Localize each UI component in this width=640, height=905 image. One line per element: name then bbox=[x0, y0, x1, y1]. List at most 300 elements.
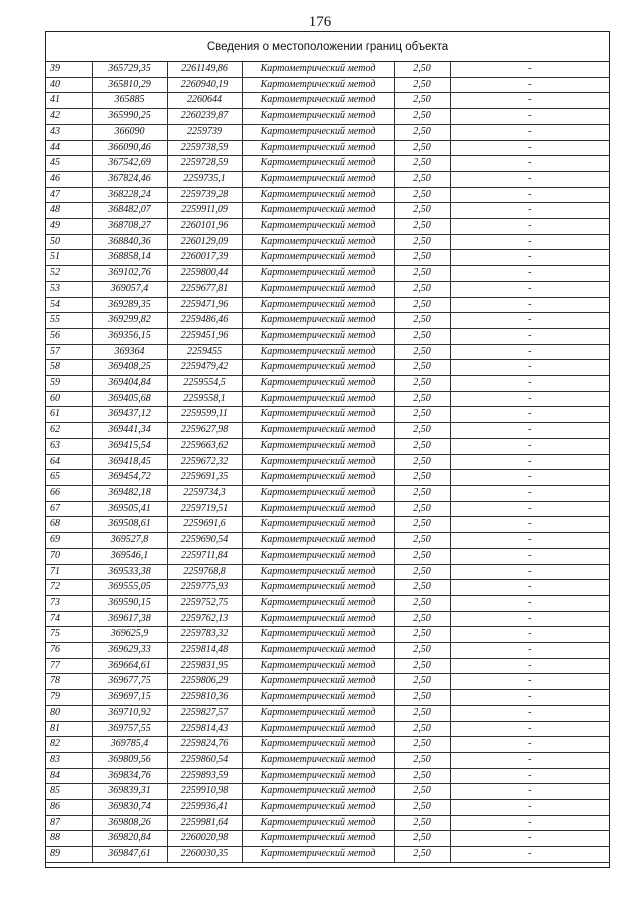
y-coordinate-cell: 2259455 bbox=[167, 344, 242, 360]
x-coordinate-cell: 366090 bbox=[92, 124, 167, 140]
table-row bbox=[46, 800, 609, 816]
accuracy-cell: 2,50 bbox=[394, 109, 450, 125]
table-row bbox=[46, 140, 609, 156]
accuracy-cell: 2,50 bbox=[394, 658, 450, 674]
y-coordinate-cell: 2259451,96 bbox=[167, 328, 242, 344]
method-cell: Картометрический метод bbox=[242, 187, 394, 203]
description-cell: - bbox=[450, 737, 609, 753]
y-coordinate-cell: 2259831,95 bbox=[167, 658, 242, 674]
accuracy-cell: 2,50 bbox=[394, 800, 450, 816]
point-number-cell: 48 bbox=[46, 203, 92, 219]
table-row bbox=[46, 376, 609, 392]
point-number-cell: 61 bbox=[46, 407, 92, 423]
description-cell: - bbox=[450, 595, 609, 611]
y-coordinate-cell: 2259739 bbox=[167, 124, 242, 140]
accuracy-cell: 2,50 bbox=[394, 219, 450, 235]
accuracy-cell: 2,50 bbox=[394, 674, 450, 690]
point-number-cell: 49 bbox=[46, 219, 92, 235]
y-coordinate-cell: 2259677,81 bbox=[167, 281, 242, 297]
table-row bbox=[46, 721, 609, 737]
table-row bbox=[46, 391, 609, 407]
method-cell: Картометрический метод bbox=[242, 93, 394, 109]
table-row bbox=[46, 847, 609, 863]
accuracy-cell: 2,50 bbox=[394, 768, 450, 784]
table-row bbox=[46, 234, 609, 250]
point-number-cell: 89 bbox=[46, 847, 92, 863]
y-coordinate-cell: 2260101,96 bbox=[167, 219, 242, 235]
point-number-cell: 60 bbox=[46, 391, 92, 407]
point-number-cell: 56 bbox=[46, 328, 92, 344]
description-cell: - bbox=[450, 564, 609, 580]
method-cell: Картометрический метод bbox=[242, 533, 394, 549]
description-cell: - bbox=[450, 768, 609, 784]
accuracy-cell: 2,50 bbox=[394, 234, 450, 250]
accuracy-cell: 2,50 bbox=[394, 77, 450, 93]
x-coordinate-cell: 369482,18 bbox=[92, 485, 167, 501]
table-row bbox=[46, 611, 609, 627]
description-cell: - bbox=[450, 140, 609, 156]
accuracy-cell: 2,50 bbox=[394, 548, 450, 564]
point-number-cell: 73 bbox=[46, 595, 92, 611]
description-cell: - bbox=[450, 674, 609, 690]
table-row bbox=[46, 423, 609, 439]
accuracy-cell: 2,50 bbox=[394, 313, 450, 329]
accuracy-cell: 2,50 bbox=[394, 705, 450, 721]
table-row bbox=[46, 674, 609, 690]
description-cell: - bbox=[450, 234, 609, 250]
description-cell: - bbox=[450, 93, 609, 109]
accuracy-cell: 2,50 bbox=[394, 580, 450, 596]
point-number-cell: 39 bbox=[46, 62, 92, 77]
method-cell: Картометрический метод bbox=[242, 847, 394, 863]
accuracy-cell: 2,50 bbox=[394, 485, 450, 501]
x-coordinate-cell: 369102,76 bbox=[92, 266, 167, 282]
point-number-cell: 50 bbox=[46, 234, 92, 250]
x-coordinate-cell: 369757,55 bbox=[92, 721, 167, 737]
point-number-cell: 88 bbox=[46, 831, 92, 847]
y-coordinate-cell: 2259728,59 bbox=[167, 156, 242, 172]
method-cell: Картометрический метод bbox=[242, 721, 394, 737]
x-coordinate-cell: 369847,61 bbox=[92, 847, 167, 863]
accuracy-cell: 2,50 bbox=[394, 391, 450, 407]
description-cell: - bbox=[450, 721, 609, 737]
method-cell: Картометрический метод bbox=[242, 391, 394, 407]
point-number-cell: 85 bbox=[46, 784, 92, 800]
point-number-cell: 47 bbox=[46, 187, 92, 203]
description-cell: - bbox=[450, 705, 609, 721]
method-cell: Картометрический метод bbox=[242, 548, 394, 564]
method-cell: Картометрический метод bbox=[242, 297, 394, 313]
method-cell: Картометрический метод bbox=[242, 580, 394, 596]
description-cell: - bbox=[450, 454, 609, 470]
method-cell: Картометрический метод bbox=[242, 595, 394, 611]
point-number-cell: 59 bbox=[46, 376, 92, 392]
y-coordinate-cell: 2259691,6 bbox=[167, 517, 242, 533]
y-coordinate-cell: 2259711,84 bbox=[167, 548, 242, 564]
accuracy-cell: 2,50 bbox=[394, 611, 450, 627]
method-cell: Картометрический метод bbox=[242, 501, 394, 517]
accuracy-cell: 2,50 bbox=[394, 124, 450, 140]
method-cell: Картометрический метод bbox=[242, 800, 394, 816]
y-coordinate-cell: 2259814,48 bbox=[167, 643, 242, 659]
x-coordinate-cell: 369808,26 bbox=[92, 815, 167, 831]
point-number-cell: 86 bbox=[46, 800, 92, 816]
accuracy-cell: 2,50 bbox=[394, 187, 450, 203]
table-row bbox=[46, 297, 609, 313]
y-coordinate-cell: 2259911,09 bbox=[167, 203, 242, 219]
accuracy-cell: 2,50 bbox=[394, 564, 450, 580]
table-row bbox=[46, 77, 609, 93]
point-number-cell: 76 bbox=[46, 643, 92, 659]
x-coordinate-cell: 369364 bbox=[92, 344, 167, 360]
point-number-cell: 71 bbox=[46, 564, 92, 580]
description-cell: - bbox=[450, 485, 609, 501]
method-cell: Картометрический метод bbox=[242, 423, 394, 439]
method-cell: Картометрический метод bbox=[242, 266, 394, 282]
table-row bbox=[46, 705, 609, 721]
description-cell: - bbox=[450, 407, 609, 423]
point-number-cell: 67 bbox=[46, 501, 92, 517]
description-cell: - bbox=[450, 438, 609, 454]
description-cell: - bbox=[450, 501, 609, 517]
table-row bbox=[46, 690, 609, 706]
description-cell: - bbox=[450, 313, 609, 329]
table-row bbox=[46, 580, 609, 596]
y-coordinate-cell: 2259486,46 bbox=[167, 313, 242, 329]
point-number-cell: 87 bbox=[46, 815, 92, 831]
x-coordinate-cell: 368858,14 bbox=[92, 250, 167, 266]
description-cell: - bbox=[450, 376, 609, 392]
accuracy-cell: 2,50 bbox=[394, 470, 450, 486]
accuracy-cell: 2,50 bbox=[394, 140, 450, 156]
description-cell: - bbox=[450, 124, 609, 140]
description-cell: - bbox=[450, 156, 609, 172]
method-cell: Картометрический метод bbox=[242, 407, 394, 423]
point-number-cell: 52 bbox=[46, 266, 92, 282]
method-cell: Картометрический метод bbox=[242, 768, 394, 784]
description-cell: - bbox=[450, 470, 609, 486]
y-coordinate-cell: 2259806,29 bbox=[167, 674, 242, 690]
table-row bbox=[46, 831, 609, 847]
x-coordinate-cell: 368708,27 bbox=[92, 219, 167, 235]
y-coordinate-cell: 2259810,36 bbox=[167, 690, 242, 706]
description-cell: - bbox=[450, 517, 609, 533]
description-cell: - bbox=[450, 690, 609, 706]
description-cell: - bbox=[450, 611, 609, 627]
y-coordinate-cell: 2259860,54 bbox=[167, 752, 242, 768]
description-cell: - bbox=[450, 627, 609, 643]
method-cell: Картометрический метод bbox=[242, 156, 394, 172]
x-coordinate-cell: 369625,9 bbox=[92, 627, 167, 643]
y-coordinate-cell: 2259981,64 bbox=[167, 815, 242, 831]
method-cell: Картометрический метод bbox=[242, 376, 394, 392]
description-cell: - bbox=[450, 62, 609, 77]
table-row bbox=[46, 203, 609, 219]
description-cell: - bbox=[450, 77, 609, 93]
method-cell: Картометрический метод bbox=[242, 77, 394, 93]
method-cell: Картометрический метод bbox=[242, 815, 394, 831]
point-number-cell: 42 bbox=[46, 109, 92, 125]
point-number-cell: 45 bbox=[46, 156, 92, 172]
table-row bbox=[46, 548, 609, 564]
page-number: 176 bbox=[308, 14, 332, 30]
x-coordinate-cell: 369839,31 bbox=[92, 784, 167, 800]
table-row bbox=[46, 815, 609, 831]
description-cell: - bbox=[450, 297, 609, 313]
point-number-cell: 44 bbox=[46, 140, 92, 156]
point-number-cell: 72 bbox=[46, 580, 92, 596]
table-row bbox=[46, 438, 609, 454]
point-number-cell: 55 bbox=[46, 313, 92, 329]
y-coordinate-cell: 2259690,54 bbox=[167, 533, 242, 549]
method-cell: Картометрический метод bbox=[242, 564, 394, 580]
accuracy-cell: 2,50 bbox=[394, 281, 450, 297]
method-cell: Картометрический метод bbox=[242, 831, 394, 847]
x-coordinate-cell: 369710,92 bbox=[92, 705, 167, 721]
section-title: Сведения о местоположении границ объекта bbox=[46, 32, 609, 62]
point-number-cell: 77 bbox=[46, 658, 92, 674]
accuracy-cell: 2,50 bbox=[394, 328, 450, 344]
table-row bbox=[46, 627, 609, 643]
accuracy-cell: 2,50 bbox=[394, 344, 450, 360]
table-row bbox=[46, 784, 609, 800]
table-row bbox=[46, 171, 609, 187]
accuracy-cell: 2,50 bbox=[394, 815, 450, 831]
x-coordinate-cell: 369408,25 bbox=[92, 360, 167, 376]
accuracy-cell: 2,50 bbox=[394, 627, 450, 643]
table-row bbox=[46, 109, 609, 125]
description-cell: - bbox=[450, 266, 609, 282]
y-coordinate-cell: 2260129,09 bbox=[167, 234, 242, 250]
point-number-cell: 51 bbox=[46, 250, 92, 266]
x-coordinate-cell: 366090,46 bbox=[92, 140, 167, 156]
point-number-cell: 66 bbox=[46, 485, 92, 501]
table-row bbox=[46, 328, 609, 344]
point-number-cell: 54 bbox=[46, 297, 92, 313]
method-cell: Картометрический метод bbox=[242, 313, 394, 329]
y-coordinate-cell: 2259558,1 bbox=[167, 391, 242, 407]
x-coordinate-cell: 369809,56 bbox=[92, 752, 167, 768]
y-coordinate-cell: 2260020,98 bbox=[167, 831, 242, 847]
x-coordinate-cell: 369415,54 bbox=[92, 438, 167, 454]
method-cell: Картометрический метод bbox=[242, 140, 394, 156]
x-coordinate-cell: 369405,68 bbox=[92, 391, 167, 407]
description-cell: - bbox=[450, 171, 609, 187]
point-number-cell: 68 bbox=[46, 517, 92, 533]
method-cell: Картометрический метод bbox=[242, 124, 394, 140]
y-coordinate-cell: 2259827,57 bbox=[167, 705, 242, 721]
x-coordinate-cell: 369441,34 bbox=[92, 423, 167, 439]
y-coordinate-cell: 2259739,28 bbox=[167, 187, 242, 203]
description-cell: - bbox=[450, 533, 609, 549]
method-cell: Картометрический метод bbox=[242, 517, 394, 533]
point-number-cell: 58 bbox=[46, 360, 92, 376]
table-row bbox=[46, 564, 609, 580]
description-cell: - bbox=[450, 784, 609, 800]
y-coordinate-cell: 2260940,19 bbox=[167, 77, 242, 93]
accuracy-cell: 2,50 bbox=[394, 62, 450, 77]
x-coordinate-cell: 369617,38 bbox=[92, 611, 167, 627]
point-number-cell: 40 bbox=[46, 77, 92, 93]
y-coordinate-cell: 2259471,96 bbox=[167, 297, 242, 313]
description-cell: - bbox=[450, 800, 609, 816]
point-number-cell: 64 bbox=[46, 454, 92, 470]
point-number-cell: 69 bbox=[46, 533, 92, 549]
description-cell: - bbox=[450, 344, 609, 360]
x-coordinate-cell: 367824,46 bbox=[92, 171, 167, 187]
y-coordinate-cell: 2261149,86 bbox=[167, 62, 242, 77]
method-cell: Картометрический метод bbox=[242, 674, 394, 690]
accuracy-cell: 2,50 bbox=[394, 533, 450, 549]
method-cell: Картометрический метод bbox=[242, 109, 394, 125]
x-coordinate-cell: 369437,12 bbox=[92, 407, 167, 423]
document-frame bbox=[45, 31, 610, 868]
x-coordinate-cell: 369785,4 bbox=[92, 737, 167, 753]
description-cell: - bbox=[450, 658, 609, 674]
method-cell: Картометрический метод bbox=[242, 360, 394, 376]
accuracy-cell: 2,50 bbox=[394, 297, 450, 313]
method-cell: Картометрический метод bbox=[242, 454, 394, 470]
method-cell: Картометрический метод bbox=[242, 203, 394, 219]
table-row bbox=[46, 313, 609, 329]
x-coordinate-cell: 369834,76 bbox=[92, 768, 167, 784]
table-row bbox=[46, 752, 609, 768]
x-coordinate-cell: 365729,35 bbox=[92, 62, 167, 77]
description-cell: - bbox=[450, 752, 609, 768]
x-coordinate-cell: 365990,25 bbox=[92, 109, 167, 125]
y-coordinate-cell: 2260030,35 bbox=[167, 847, 242, 863]
description-cell: - bbox=[450, 187, 609, 203]
table-row bbox=[46, 156, 609, 172]
description-cell: - bbox=[450, 360, 609, 376]
table-row bbox=[46, 658, 609, 674]
accuracy-cell: 2,50 bbox=[394, 595, 450, 611]
x-coordinate-cell: 368228,24 bbox=[92, 187, 167, 203]
y-coordinate-cell: 2259775,93 bbox=[167, 580, 242, 596]
table-row bbox=[46, 407, 609, 423]
accuracy-cell: 2,50 bbox=[394, 376, 450, 392]
accuracy-cell: 2,50 bbox=[394, 847, 450, 863]
method-cell: Картометрический метод bbox=[242, 281, 394, 297]
y-coordinate-cell: 2259783,32 bbox=[167, 627, 242, 643]
y-coordinate-cell: 2259762,13 bbox=[167, 611, 242, 627]
table-row bbox=[46, 737, 609, 753]
description-cell: - bbox=[450, 203, 609, 219]
coordinates-table bbox=[46, 62, 609, 863]
y-coordinate-cell: 2259936,41 bbox=[167, 800, 242, 816]
x-coordinate-cell: 369590,15 bbox=[92, 595, 167, 611]
y-coordinate-cell: 2259910,98 bbox=[167, 784, 242, 800]
point-number-cell: 57 bbox=[46, 344, 92, 360]
method-cell: Картометрический метод bbox=[242, 470, 394, 486]
table-row bbox=[46, 595, 609, 611]
description-cell: - bbox=[450, 580, 609, 596]
table-row bbox=[46, 643, 609, 659]
table-row bbox=[46, 360, 609, 376]
point-number-cell: 41 bbox=[46, 93, 92, 109]
y-coordinate-cell: 2259735,1 bbox=[167, 171, 242, 187]
table-row bbox=[46, 187, 609, 203]
accuracy-cell: 2,50 bbox=[394, 501, 450, 517]
x-coordinate-cell: 369546,1 bbox=[92, 548, 167, 564]
method-cell: Картометрический метод bbox=[242, 643, 394, 659]
accuracy-cell: 2,50 bbox=[394, 266, 450, 282]
accuracy-cell: 2,50 bbox=[394, 423, 450, 439]
y-coordinate-cell: 2259479,42 bbox=[167, 360, 242, 376]
x-coordinate-cell: 369555,05 bbox=[92, 580, 167, 596]
x-coordinate-cell: 369289,35 bbox=[92, 297, 167, 313]
x-coordinate-cell: 369830,74 bbox=[92, 800, 167, 816]
method-cell: Картометрический метод bbox=[242, 485, 394, 501]
description-cell: - bbox=[450, 328, 609, 344]
description-cell: - bbox=[450, 109, 609, 125]
coordinates-table-body bbox=[46, 62, 609, 862]
x-coordinate-cell: 369629,33 bbox=[92, 643, 167, 659]
x-coordinate-cell: 369505,41 bbox=[92, 501, 167, 517]
accuracy-cell: 2,50 bbox=[394, 407, 450, 423]
point-number-cell: 78 bbox=[46, 674, 92, 690]
description-cell: - bbox=[450, 219, 609, 235]
method-cell: Картометрический метод bbox=[242, 250, 394, 266]
x-coordinate-cell: 369356,15 bbox=[92, 328, 167, 344]
x-coordinate-cell: 369418,45 bbox=[92, 454, 167, 470]
description-cell: - bbox=[450, 281, 609, 297]
point-number-cell: 80 bbox=[46, 705, 92, 721]
table-row bbox=[46, 501, 609, 517]
table-row bbox=[46, 470, 609, 486]
x-coordinate-cell: 369057,4 bbox=[92, 281, 167, 297]
table-row bbox=[46, 485, 609, 501]
y-coordinate-cell: 2259734,3 bbox=[167, 485, 242, 501]
method-cell: Картометрический метод bbox=[242, 328, 394, 344]
description-cell: - bbox=[450, 643, 609, 659]
y-coordinate-cell: 2259719,51 bbox=[167, 501, 242, 517]
point-number-cell: 79 bbox=[46, 690, 92, 706]
method-cell: Картометрический метод bbox=[242, 171, 394, 187]
table-row bbox=[46, 219, 609, 235]
accuracy-cell: 2,50 bbox=[394, 831, 450, 847]
table-row bbox=[46, 266, 609, 282]
accuracy-cell: 2,50 bbox=[394, 171, 450, 187]
y-coordinate-cell: 2259738,59 bbox=[167, 140, 242, 156]
description-cell: - bbox=[450, 548, 609, 564]
point-number-cell: 81 bbox=[46, 721, 92, 737]
method-cell: Картометрический метод bbox=[242, 737, 394, 753]
point-number-cell: 46 bbox=[46, 171, 92, 187]
method-cell: Картометрический метод bbox=[242, 219, 394, 235]
table-row bbox=[46, 124, 609, 140]
description-cell: - bbox=[450, 815, 609, 831]
y-coordinate-cell: 2259627,98 bbox=[167, 423, 242, 439]
x-coordinate-cell: 369454,72 bbox=[92, 470, 167, 486]
y-coordinate-cell: 2259663,62 bbox=[167, 438, 242, 454]
table-row bbox=[46, 250, 609, 266]
method-cell: Картометрический метод bbox=[242, 784, 394, 800]
x-coordinate-cell: 369664,61 bbox=[92, 658, 167, 674]
accuracy-cell: 2,50 bbox=[394, 690, 450, 706]
accuracy-cell: 2,50 bbox=[394, 752, 450, 768]
method-cell: Картометрический метод bbox=[242, 705, 394, 721]
y-coordinate-cell: 2259824,76 bbox=[167, 737, 242, 753]
description-cell: - bbox=[450, 847, 609, 863]
accuracy-cell: 2,50 bbox=[394, 93, 450, 109]
x-coordinate-cell: 369677,75 bbox=[92, 674, 167, 690]
accuracy-cell: 2,50 bbox=[394, 721, 450, 737]
table-row bbox=[46, 768, 609, 784]
description-cell: - bbox=[450, 423, 609, 439]
point-number-cell: 63 bbox=[46, 438, 92, 454]
point-number-cell: 84 bbox=[46, 768, 92, 784]
